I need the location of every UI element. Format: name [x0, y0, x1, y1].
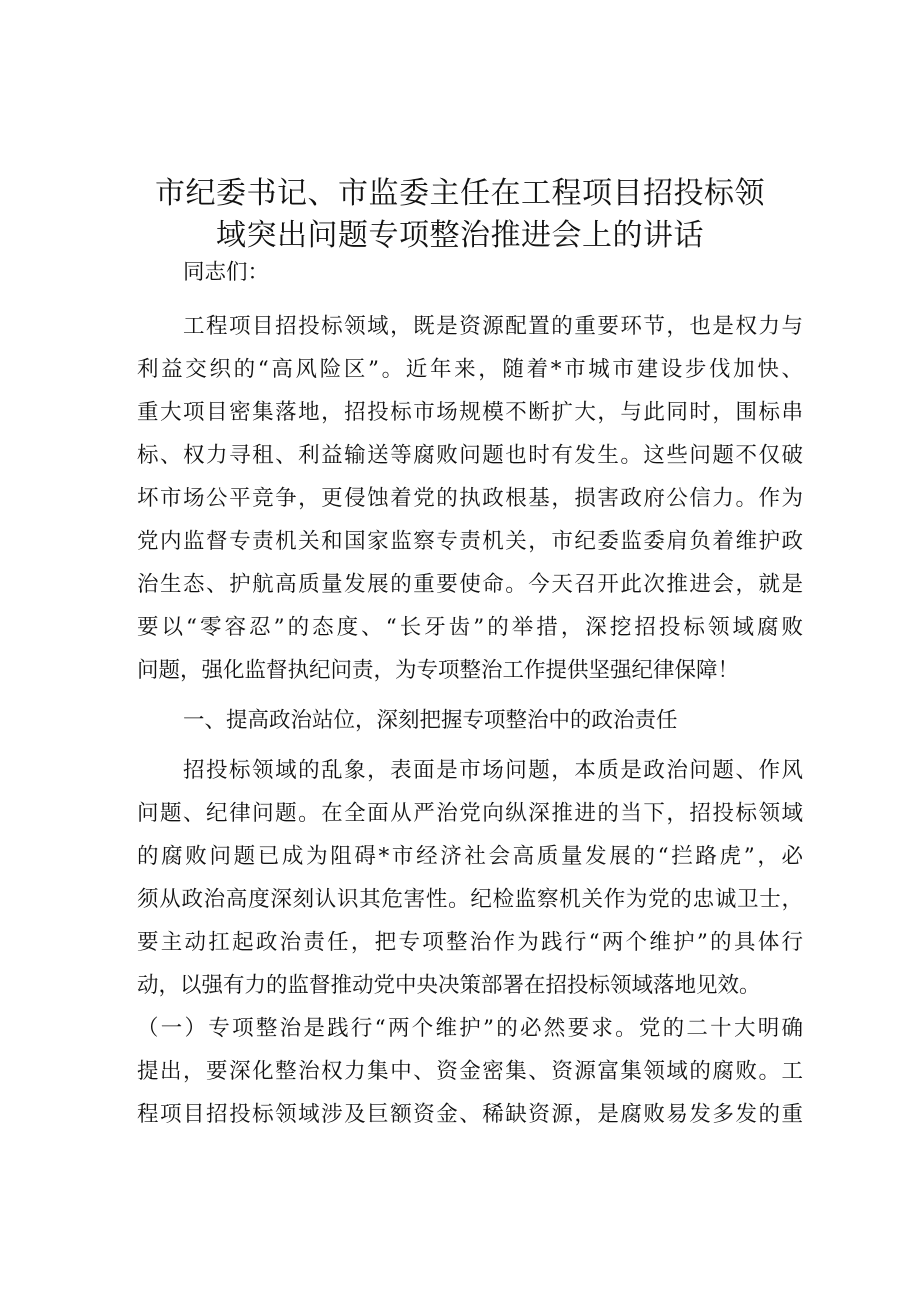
- paragraph-line: 党内监督专责机关和国家监察专责机关，市纪委监委肩负着维护政: [137, 529, 803, 554]
- paragraph-line: 招投标领域的乱象，表面是市场问题，本质是政治问题、作风: [183, 758, 803, 783]
- paragraph-line: 重大项目密集落地，招投标市场规模不断扩大，与此同时，围标串: [137, 400, 803, 425]
- subsection-line: （一）专项整治是践行“两个维护”的必然要求。党的二十大明确: [137, 1016, 803, 1041]
- paragraph-line: 须从政治高度深刻认识其危害性。纪检监察机关作为党的忠诚卫士，: [137, 887, 803, 912]
- paragraph-line: 动，以强有力的监督推动党中央决策部署在招投标领域落地见效。: [137, 973, 761, 998]
- paragraph-line: 问题、纪律问题。在全面从严治党向纵深推进的当下，招投标领域: [137, 801, 803, 826]
- document-title-line-2: 域突出问题专项整治推进会上的讲话: [216, 218, 704, 253]
- section-heading: 一、提高政治站位，深刻把握专项整治中的政治责任: [183, 708, 678, 733]
- paragraph-line: 要主动扛起政治责任，把专项整治作为践行“两个维护”的具体行: [137, 930, 803, 955]
- paragraph-line: 的腐败问题已成为阻碍*市经济社会高质量发展的“拦路虎”，必: [137, 844, 803, 869]
- paragraph-line: 程项目招投标领域涉及巨额资金、稀缺资源，是腐败易发多发的重: [137, 1102, 803, 1127]
- paragraph-line: 标、权力寻租、利益输送等腐败问题也时有发生。这些问题不仅破: [137, 443, 803, 468]
- paragraph-line: 问题，强化监督执纪问责，为专项整治工作提供坚强纪律保障！: [137, 658, 740, 683]
- paragraph-line: 利益交织的“高风险区”。近年来，随着*市城市建设步伐加快、: [137, 357, 803, 382]
- paragraph-line: 坏市场公平竞争，更侵蚀着党的执政根基，损害政府公信力。作为: [137, 486, 803, 511]
- salutation: 同志们：: [183, 260, 270, 285]
- paragraph-line: 要以“零容忍”的态度、“长牙齿”的举措，深挖招投标领域腐败: [137, 615, 803, 640]
- paragraph-line: 工程项目招投标领域，既是资源配置的重要环节，也是权力与: [183, 314, 803, 339]
- document-title-line-1: 市纪委书记、市监委主任在工程项目招投标领: [155, 176, 765, 211]
- paragraph-line: 治生态、护航高质量发展的重要使命。今天召开此次推进会，就是: [137, 572, 803, 597]
- paragraph-line: 提出，要深化整治权力集中、资金密集、资源富集领域的腐败。工: [137, 1059, 803, 1084]
